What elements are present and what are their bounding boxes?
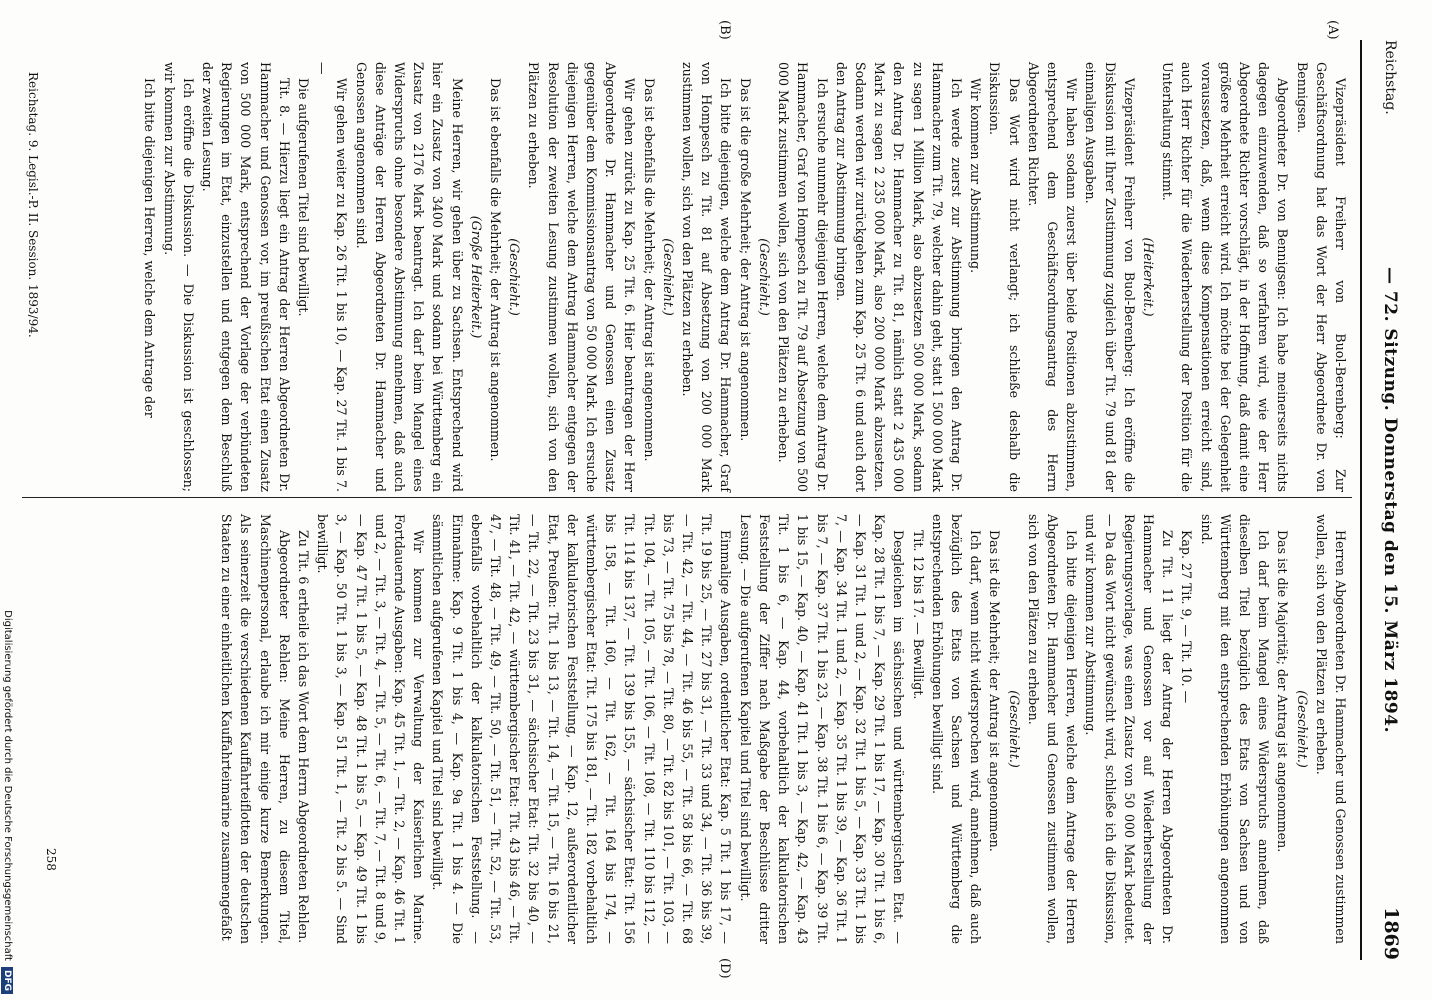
paragraph: Wir haben sodann zuerst über beide Positionen abzustimmen, entsprechend dem Geschäftsordnungsantrag des Herrn Abgeordneten Richter. bbox=[1025, 62, 1080, 492]
stage-direction: (Geschieht.) bbox=[1006, 690, 1022, 768]
stage-direction: (Geschieht.) bbox=[756, 238, 772, 316]
paragraph: Wir gehen weiter zu Kap. 26 Tit. 1 bis 10, — Kap. 27 Tit. 1 bis 7. — bbox=[315, 62, 350, 492]
paragraph: Das ist die Majorität; der Antrag ist angenommen. bbox=[1275, 530, 1291, 853]
paragraph: Das ist ebenfalls die Mehrheit; der Antrag ist angenommen. bbox=[488, 78, 504, 462]
paragraph: Kap. 27 Tit. 9, — Tit. 10. — bbox=[1179, 530, 1195, 704]
paragraph: Herren Abgeordneten Dr. Hammacher und Genossen zustimmen wollen, sich von den Plätzen zu erheben. bbox=[1313, 514, 1348, 944]
paragraph: Das ist die Mehrheit; der Antrag ist angenommen. bbox=[987, 530, 1003, 852]
paragraph: Wir kommen zur Abstimmung. bbox=[968, 78, 984, 274]
paragraph: Ich darf, wenn nicht widersprochen wird, annehmen, daß auch bezüglich des Etats von Sachsen und Württemberg die entsprechenden Erhöhungen bewilligt sind. bbox=[929, 514, 984, 944]
stage-direction: (Geschieht.) bbox=[1294, 690, 1310, 768]
paragraph: Abgeordneter Dr. von Bennigsen: Ich habe meinerseits nichts dagegen einzuwenden, daß so verfahren wird, wie der Herr Abgeordnete Richter vorschlägt, in der Hoffnung, daß damit eine größere Mehrheit erreicht wird. Ich möchte bei der Gelegenheit voraussetzen, daß, wenn diese Kompensationen erreicht sind, auch Herr Richter für die Wiederherstellung der Position für die Unterhaltung stimmt. bbox=[1160, 62, 1291, 492]
margin-mark-a: (A) bbox=[1325, 20, 1340, 40]
paragraph: Desgleichen im sächsischen und württembergischen Etat. — Kap. 28 Tit. 1 bis 7, — Kap. 29 Tit. 1 bis 17, — Kap. 30 Tit. 1 bis 6, — Kap. 31 Tit. 1 und 2, — Kap. 32 Tit. 1 bis 5, — Kap. 33 Tit. 1 bis 7, — Kap. 34 Tit. 1 und 2, — Kap. 35 Tit. 1 bis 39, — Kap. 36 Tit. 1 bis 7, — Kap. 37 Tit. 1 bis 23, — Kap. 38 Tit. 1 bis 6, — Kap. 39 Tit. 1 bis 15, — Kap. 40, — Kap. 41 Tit. 1 bis 3, — Kap. 42, — Kap. 43 Tit. 1 bis 6, — Kap. 44, vorbehaltlich der kalkulatorischen Feststellung der Ziffer nach Maßgabe der Beschlüsse dritter Lesung. — Die aufgerufenen Kapitel und Titel sind bewilligt. bbox=[737, 514, 907, 944]
paragraph: Ich ersuche nunmehr diejenigen Herren, welche dem Antrag Dr. Hammacher, Graf von Hompesch zu Tit. 79 auf Absetzung von 500 000 Mark zustimmen wollen, sich von den Plätzen zu erheben. bbox=[776, 62, 830, 492]
page-header bbox=[1360, 40, 1408, 960]
paragraph: Ich werde zuerst zur Abstimmung bringen den Antrag Dr. Hammacher zum Tit. 79, welcher dahin geht, statt 1 500 000 Mark zu sagen 1 Million Mark, also abzusetzen 500 000 Mark, sodann den Antrag Dr. Hammacher zu Tit. 81, nämlich statt 2 435 000 Mark zu sagen 2 235 000 Mark, also 200 000 Mark abzusetzen. Sodann werden wir zurückgehen zum Kap. 25 Tit. 6 und auch dort den Antrag zur Abstimmung bringen. bbox=[833, 62, 964, 492]
text-column-right bbox=[217, 514, 1350, 944]
paragraph: Tit. 8. — Hierzu liegt ein Antrag der Herren Abgeordneten Dr. Hammacher und Genossen vor, im preußischen Etat einen Zusatz von 500 000 Mark, entsprechend der Vorlage der verbündeten Regierungen im Etat, einzustellen und entgegen dem Beschluß der zweiten Lesung. bbox=[200, 62, 292, 492]
margin-mark-b: (B) bbox=[717, 20, 732, 40]
stage-direction: (Heiterkeit.) bbox=[1140, 237, 1156, 317]
paragraph: Einmalige Ausgaben, ordentlicher Etat: Kap. 5 Tit. 1 bis 17, — Tit. 19 bis 25, — Tit. 27 bis 31, — Tit. 33 und 34, — Tit. 36 bis 39, — Tit. 42, — Tit. 44, — Tit. 46 bis 55, — Tit. 58 bis 66, — Tit. 68 bis 73, — Tit. 75 bis 78, — Tit. 80, — Tit. 82 bis 101, — Tit. 103, — Tit. 104, — Tit. 105, — Tit. 106, — Tit. 108, — Tit. 110 bis 112, — Tit. 114 bis 137, — Tit. 139 bis 155, — sächsischer Etat: Tit. 156 bis 158, — Tit. 160, — Tit. 162, — Tit. 164 bis 174, — württembergischer Etat: Tit. 175 bis 181, — Tit. 182 vorbehaltlich der kalkulatorischen Feststellung, — Kap. 12, außerordentlicher Etat, Preußen: Tit. 1 bis 13, — Tit. 14, — Tit. 15, — Tit. 16 bis 21, — Tit. 22, — Tit. 23 bis 31, — sächsischer Etat: Tit. 32 bis 40, — Tit. 41, — Tit. 42, — württembergischer Etat: Tit. 43 bis 46, — Tit. 47, — Tit. 48, — Tit. 49, — Tit. 50, — Tit. 51, — Tit. 52, — Tit. 53, ebenfalls vorbehaltlich der kalkulatorischen Feststellung. — Einnahme: Kap. 9 Tit. 1 bis 4, — Kap. 9a Tit. 1 bis 4. — Die sämmtlichen aufgerufenen Kapitel und Titel sind bewilligt. bbox=[430, 514, 734, 944]
digitization-credit bbox=[0, 0, 14, 1000]
paragraph: Ich darf beim Mangel eines Widerspruchs annehmen, daß dieselben Titel bezüglich des Etats von Sachsen und von Württemberg mit den entsprechenden Erhöhungen angenommen sind. bbox=[1198, 514, 1272, 944]
sheet-number: 258 bbox=[44, 848, 58, 871]
credit-text: Digitalisierung gefördert durch die Deutsche Forschungsgemeinschaft bbox=[2, 610, 13, 961]
paragraph: Vizepräsident Freiherr von Buol-Berenberg: Ich eröffne die Diskussion mit Ihrer Zustimmung zugleich über Tit. 79 und 81 der einmaligen Ausgaben. bbox=[1083, 62, 1137, 492]
paragraph: Die aufgerufenen Titel sind bewilligt. bbox=[296, 78, 312, 317]
paragraph: Vizepräsident Freiherr von Buol-Berenberg: Zur Geschäftsordnung hat das Wort der Herr Abgeordnete Dr. von Bennigsen. bbox=[1294, 62, 1348, 492]
paragraph: Ich bitte diejenigen Herren, welche dem Antrage der Herren Abgeordneten Dr. Hammacher und Genossen zustimmen wollen, sich von den Plätzen zu erheben. bbox=[1025, 514, 1080, 944]
footer-session-info: Reichstag. 9. Legisl.-P. II. Session. 1893/94. bbox=[26, 72, 40, 338]
paragraph: Zu Tit. 11 liegt der Antrag der Herren Abgeordneten Dr. Hammacher und Genossen vor auf Wiederherstellung der Regierungsvorlage, was einen Zusatz von 50 000 Mark bedeutet. — Da das Wort nicht gewünscht wird, schließe ich die Diskussion, und wir kommen zur Abstimmung. bbox=[1083, 514, 1176, 944]
text-column-left bbox=[140, 62, 1350, 492]
paragraph: Tit. 12 bis 17. — Bewilligt. bbox=[910, 530, 926, 700]
paragraph: Meine Herren, wir gehen über zu Sachsen. Entsprechend wird hier ein Zusatz von 3400 Mark und sodann bei Württemberg ein Zusatz von 2176 Mark beantragt. Ich darf beim Mangel eines Widerspruchs ohne besondere Abstimmung annehmen, daß auch diese Anträge der Herren Abgeordneten Dr. Hammacher und Genossen angenommen sind. bbox=[353, 62, 465, 492]
margin-mark-d: (D) bbox=[717, 958, 732, 979]
stage-direction: (Geschieht.) bbox=[507, 238, 523, 316]
paragraph: Das ist ebenfalls die Mehrheit; der Antrag ist angenommen. bbox=[641, 78, 657, 462]
header-session-date: — 72. Sitzung. Donnerstag den 15. März 1894. bbox=[1380, 267, 1400, 733]
paragraph: Ich eröffne die Diskussion. — Die Diskussion ist geschlossen; wir kommen zur Abstimmung. bbox=[161, 62, 196, 492]
page-number: 1869 bbox=[1380, 907, 1402, 960]
paragraph: Das ist die große Mehrheit; der Antrag ist angenommen. bbox=[737, 78, 753, 442]
paragraph: Das Wort wird nicht verlangt; ich schließe deshalb die Diskussion. bbox=[987, 62, 1022, 492]
paragraph: Abgeordneter Rehlen: Meine Herren, zu diesem Titel, Maschinenpersonal, erlaube ich mir einige kurze Bemerkungen. Als seinerzeit die verschiedenen Kauffahrteiflotten der deutschen Staaten zu einer einheitlichen Kauffahrteimarine zusammengefaßt bbox=[219, 514, 292, 944]
header-publication: Reichstag. bbox=[1382, 40, 1398, 115]
stage-direction: (Große Heiterkeit.) bbox=[468, 215, 484, 339]
paragraph: Zu Tit. 6 ertheile ich das Wort dem Herrn Abgeordneten Rehlen. bbox=[296, 530, 312, 944]
paragraph: Ich bitte diejenigen Herren, welche dem Antrage der bbox=[142, 78, 158, 418]
paragraph: Wir gehen zurück zu Kap. 25 Tit. 6. Hier beantragen der Herr Abgeordnete Dr. Hammacher und Genossen einen Zusatz gegenüber dem Kommissionsantrag von 50 000 Mark. Ich ersuche diejenigen Herren, welche dem Antrag Hammacher entgegen der Resolution der zweiten Lesung zustimmen wollen, sich von den Plätzen zu erheben. bbox=[526, 62, 638, 492]
column-divider bbox=[22, 497, 1352, 498]
stage-direction: (Geschieht.) bbox=[660, 238, 676, 316]
dfg-logo: DFG bbox=[1, 967, 13, 994]
paragraph: Ich bitte diejenigen, welche dem Antrag Dr. Hammacher, Graf von Hompesch zu Tit. 81 auf Absetzung von 200 000 Mark zustimmen wollen, sich von den Plätzen zu erheben. bbox=[680, 62, 734, 492]
paragraph: Wir kommen zur Verwaltung der Kaiserlichen Marine. Fortdauernde Ausgaben: Kap. 45 Tit. 1, — Tit. 2, — Kap. 46 Tit. 1 und 2, — Tit. 3, — Tit. 4, — Tit. 5, — Tit. 6, — Tit. 7, — Tit. 8 und 9, — Kap. 47 Tit. 1 bis 5, — Kap. 48 Tit. 1 bis 5, — Kap. 49 Tit. 1 bis 3, — Kap. 50 Tit. 1 bis 3, — Kap. 51 Tit. 1, — Tit. 2 bis 5. — Sind bewilligt. bbox=[315, 514, 427, 944]
